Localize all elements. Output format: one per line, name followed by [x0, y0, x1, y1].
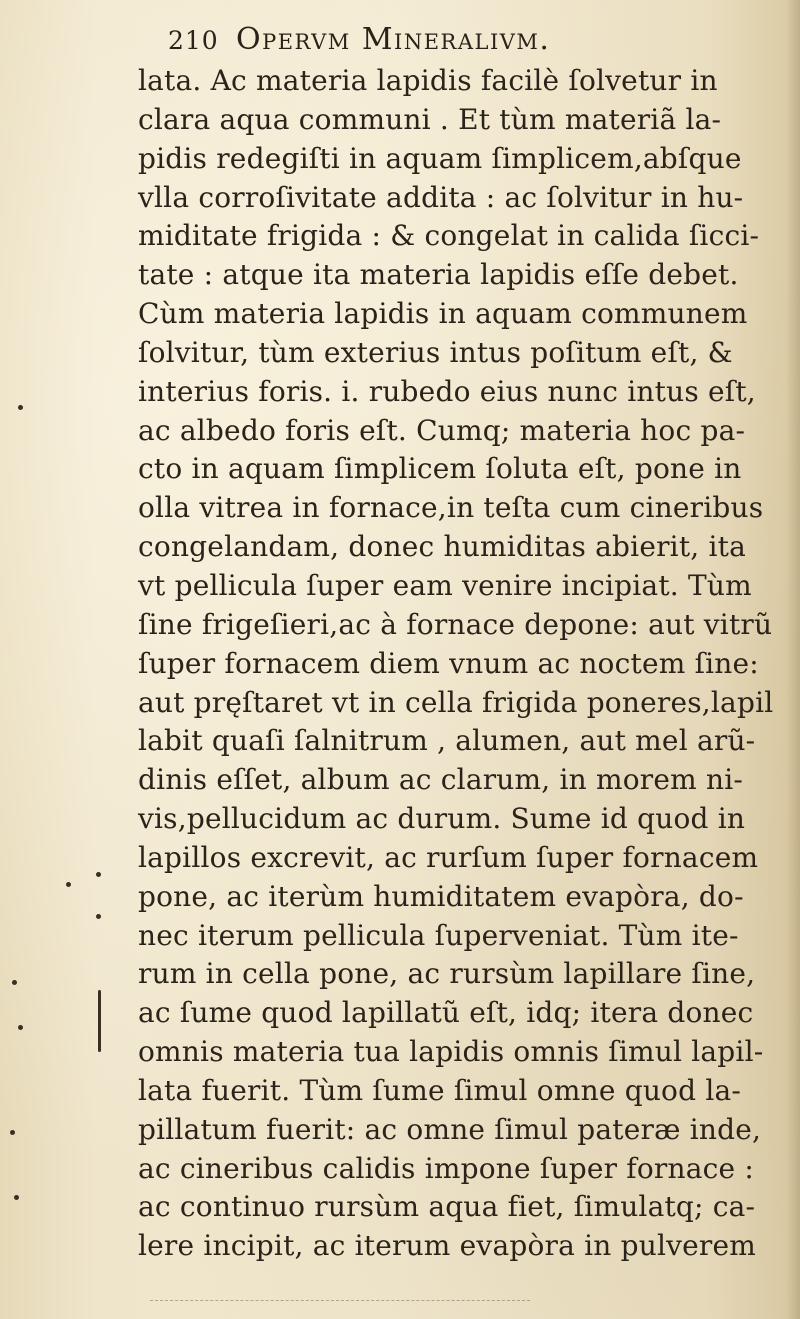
text-line: vis,pellucidum ac durum. Sume id quod in [138, 802, 746, 836]
text-line: interius foris. i. rubedo eius nunc intus eſt, [138, 374, 756, 408]
text-line: vt pellicula ſuper eam venire incipiat. Tùm [138, 568, 752, 602]
margin-bracket [98, 990, 101, 1052]
text-line: ac albedo foris eſt. Cumq; materia hoc pa- [138, 413, 746, 447]
text-line: tate : atque ita materia lapidis eſſe debet. [138, 258, 739, 292]
text-line: ac continuo rursùm aqua fiet, ſimulatq; ca- [138, 1190, 756, 1224]
margin-annotations [0, 0, 130, 1319]
text-line: labit quaſi ſalnitrum , alumen, aut mel arũ- [138, 724, 756, 758]
ink-dot [10, 1130, 15, 1135]
text-line: lere incipit, ac iterum evapòra in pulverem [138, 1229, 756, 1263]
ink-dot [12, 980, 17, 985]
text-line: olla vitrea in fornace,in teſta cum cineribus [138, 491, 764, 525]
bottom-bleed-line [150, 1300, 530, 1302]
text-line: ſine frigeſieri,ac à fornace depone: aut vitrũ [138, 607, 773, 641]
text-line: vlla corroſivitate addita : ac ſolvitur in hu- [138, 180, 744, 214]
running-title: Opervm Mineralivm. [236, 22, 551, 57]
text-line: lata. Ac materia lapidis facilè ſolvetur in [138, 64, 718, 97]
text-line: ac cineribus calidis impone ſuper fornace : [138, 1151, 755, 1185]
ink-dot [96, 914, 101, 919]
text-line: pone, ac iterùm humiditatem evapòra, do- [138, 879, 744, 913]
text-line: clara aqua communi . Et tùm materiã la- [138, 102, 722, 136]
page-edge-shadow [786, 0, 800, 1319]
ink-dot [18, 405, 23, 410]
text-line: Cùm materia lapidis in aquam communem [138, 297, 748, 331]
text-line: aut pręſtaret vt in cella frigida poneres,lapil [138, 685, 774, 719]
text-line: nec iterum pellicula ſuperveniat. Tùm ite- [138, 918, 739, 952]
text-line: rum in cella pone, ac rursùm lapillare ſine, [138, 957, 756, 991]
text-line: lata fuerit. Tùm ſume ſimul omne quod la- [138, 1073, 742, 1107]
ink-dot [18, 1025, 23, 1030]
text-line: dinis eſſet, album ac clarum, in morem ni- [138, 763, 744, 797]
page-number: 210 [168, 26, 219, 55]
text-line: ſolvitur, tùm exterius intus poſitum eſt, & [138, 335, 733, 369]
text-line: ſuper fornacem diem vnum ac noctem ſine: [138, 646, 759, 680]
body-text [138, 62, 778, 1266]
text-line: pillatum fuerit: ac omne ſimul pateræ inde, [138, 1112, 762, 1146]
text-line: cto in aquam ſimplicem ſoluta eſt, pone in [138, 452, 742, 486]
ink-dot [14, 1195, 19, 1200]
text-line: ac ſume quod lapillatũ eſt, idq; itera donec [138, 996, 754, 1030]
ink-dot [66, 882, 71, 887]
running-head [168, 18, 728, 64]
text-line: omnis materia tua lapidis omnis ſimul lapil- [138, 1035, 764, 1069]
text-line: congelandam, donec humiditas abierit, ita [138, 530, 746, 564]
text-line: pidis redegiſti in aquam ſimplicem,abſque [138, 141, 742, 175]
ink-dot [96, 872, 101, 877]
text-line: lapillos excrevit, ac rurſum ſuper fornacem [138, 840, 759, 874]
text-line: miditate frigida : & congelat in calida ſicci- [138, 219, 760, 253]
